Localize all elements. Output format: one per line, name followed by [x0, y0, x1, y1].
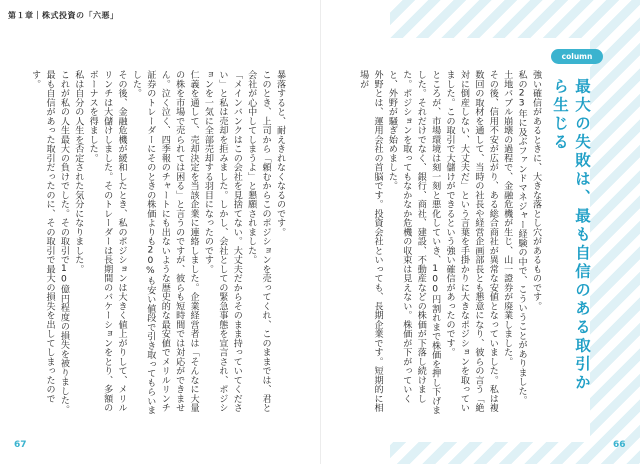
paragraph: 暴落すると、耐えきれなくなるのです。	[275, 70, 285, 237]
paragraph: このとき、上司から「頼むからこのポジションを売ってくれ、このままでは、君と会社が心中してしまうよ」と懇願されました。	[246, 70, 271, 413]
paragraph: 強い確信があるときに、大きな落とし穴があるものです。	[531, 70, 541, 311]
page-number-right: 66	[613, 440, 626, 450]
paragraph: 私は自分の人生を否定された気分になりました。	[73, 70, 84, 274]
paragraph: 外野とは、運用会社の首脳です。投資会社といっても、長期企業です。短期的に相場が	[358, 70, 383, 413]
paragraph: 土地バブル崩壊の過程で、金融危機が生じ、山一證券が廃業しました。	[502, 70, 513, 366]
running-head: 第１章｜株式投資の「六悪」	[8, 11, 119, 20]
column-headline: 最大の失敗は、最も自信のある取引から生じる	[551, 78, 591, 393]
paragraph: ところが、市場環境は刻一刻と悪化していき、100円割れまで株価を押し下げました。それだけでなく、銀行、商社、建設、不動産などの株価が下落し続けました。ポジションを取ってもなかなか危機の収束は見えない。株価が下がっていくと、外野が騒ぎ始めました。	[386, 70, 441, 415]
paragraph: その後、信用不安が広がり、ある総合商社が異常な安値となっていました。私は複数回の取材を通して、当時の社長や経営企画部長とも懇意になり、彼らの言う「絶対に倒産しない、大丈夫だ」という言葉を手掛かりに大きなポジションを取っていました。この取引で大儲けができるという強い確信があったのです。	[444, 70, 498, 413]
paragraph: これが私の人生最大の負けでした。その取引で10億円程度の損失を被りました。最も自信があった取引だったのに、その取引で最大の損失を出してしまったのです。	[30, 70, 69, 415]
page-gutter	[320, 0, 321, 464]
right-page-body	[347, 70, 543, 418]
paragraph: 「メインバンクはこの会社を見捨てない。大丈夫だからそのまま持っていてください」と私は売却を拒みました。しかし、会社としての緊急事態を宣言され、ポジションを一気に全部売却する羽目になったのです。	[202, 70, 242, 413]
paragraph: 私の23年に及ぶファンドマネジャー経験の中で、こういうことがありました。	[516, 70, 527, 405]
paragraph: その後、金融危機が緩和したとき、私のポジションは大きく値上がりして、メリルリンチは大儲けしました。そのトレーダーは長期間のバケーションをとり、多額のボーナスを得ました。	[87, 70, 127, 413]
paragraph: 仁義を通して、売却決定を当該企業に連絡しました。企業経営者は「そんなに大量の株を市場で売られては困る」と言うのですが、彼らも短時間では対応ができません。泣く泣く、四季報のチャートにも出ないような歴史的な最安値でメリルリンチ証券のトレーダーにそのときの株価よりも20%も安い値段で引き取ってもらいました。	[130, 70, 199, 415]
left-page-body	[30, 70, 287, 418]
column-label: column	[551, 49, 603, 64]
page-number-left: 67	[14, 440, 27, 450]
